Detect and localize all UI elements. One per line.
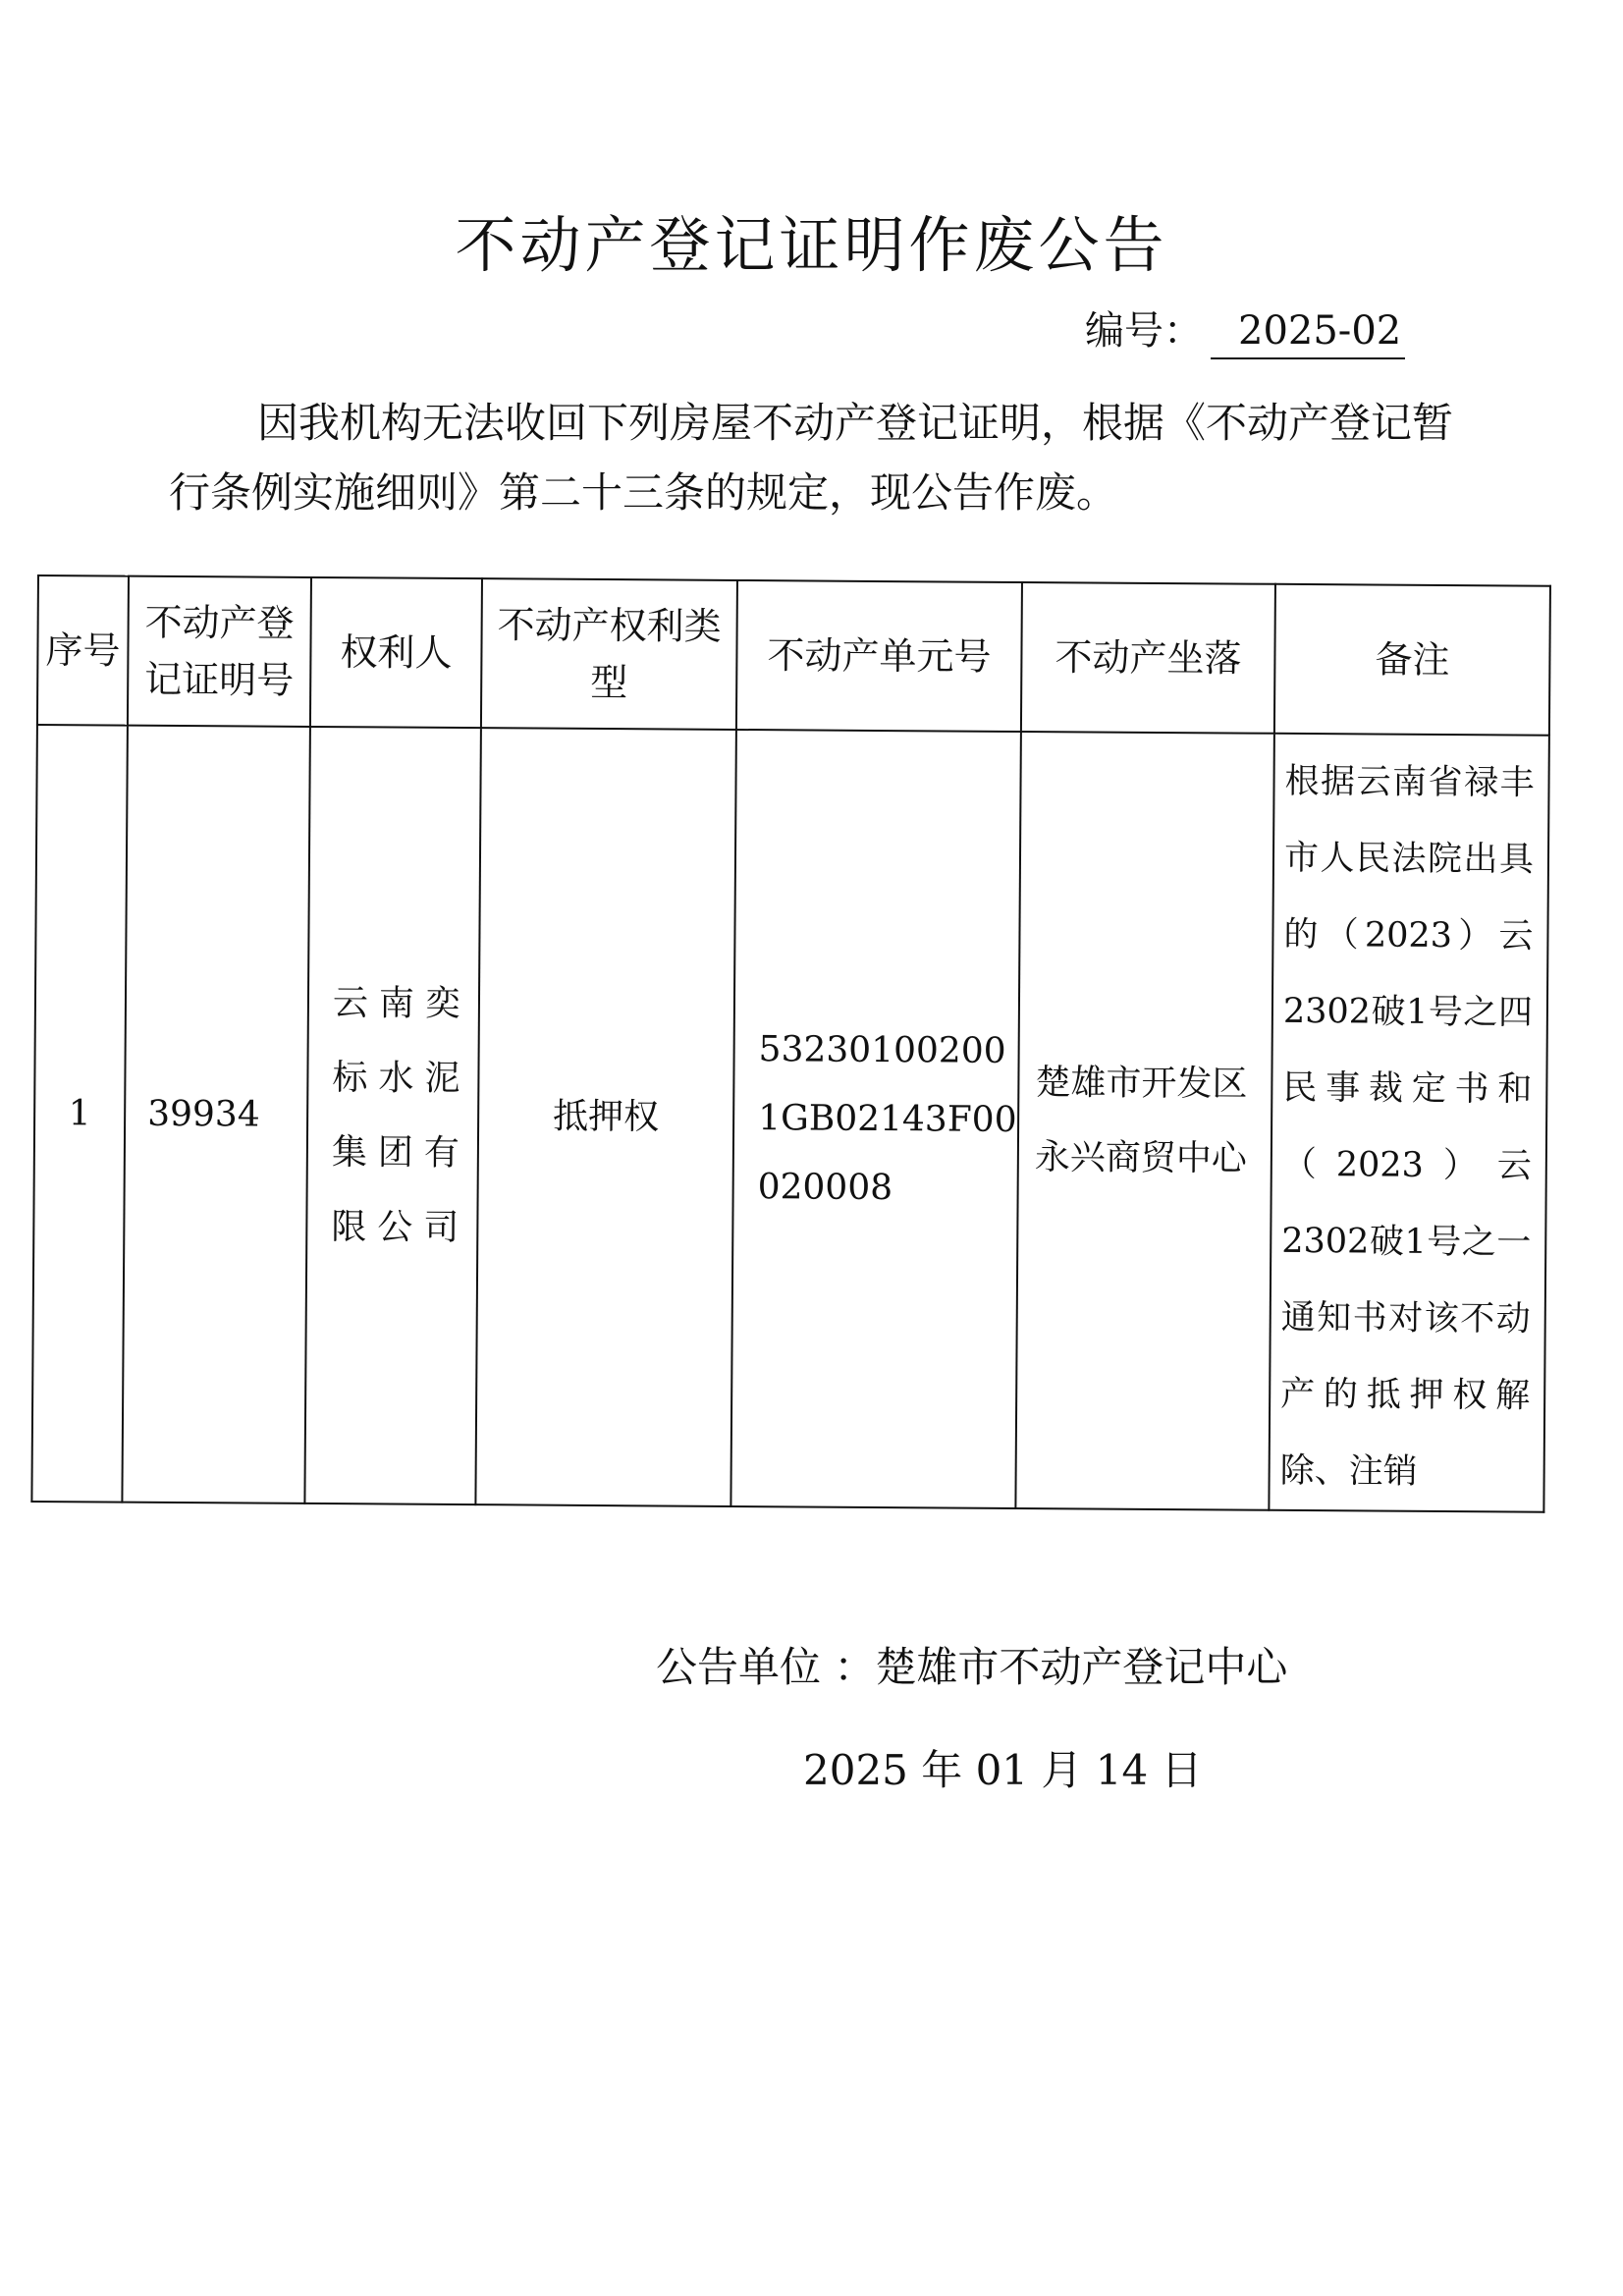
cell-location: 楚雄市开发区永兴商贸中心 [1015, 732, 1274, 1510]
announcement-table [30, 574, 1551, 1513]
cell-right-type: 抵押权 [475, 728, 736, 1506]
table-header-row [37, 575, 1550, 736]
table-row [31, 725, 1548, 1512]
cell-holder: 云南奕标水泥集团有限公司 [304, 727, 481, 1504]
cell-note: 根据云南省禄丰市人民法院出具的（2023）云2302破1号之四民事裁定书和（2023）云2302破1号之一通知书对该不动产的抵押权解除、注销 [1269, 734, 1549, 1512]
intro-paragraph: 因我机构无法收回下列房屋不动产登记证明，根据《不动产登记暂行条例实施细则》第二十三条的规定，现公告作废。 [169, 399, 1454, 517]
issue-date: 2025 年 01 月 14 日 [803, 1746, 1203, 1794]
header-unit-no: 不动产单元号 [736, 580, 1022, 732]
issuer: 公告单位 ：楚雄市不动产登记中心 [656, 1643, 1288, 1691]
header-holder: 权利人 [310, 577, 482, 728]
header-location: 不动产坐落 [1021, 582, 1275, 734]
document-number-value: 2025-02 [1211, 308, 1405, 359]
cell-unit-no: 532301002001GB02143F00020008 [730, 730, 1021, 1508]
page-title: 不动产登记证明作废公告 [455, 209, 1168, 281]
header-note: 备注 [1274, 584, 1550, 736]
header-seq: 序号 [37, 575, 129, 726]
header-cert-no: 不动产登记证明号 [128, 576, 311, 727]
document-number-label: 编号： [1085, 308, 1203, 354]
header-right-type: 不动产权利类型 [481, 578, 737, 730]
document-number [1085, 300, 1405, 359]
cell-seq: 1 [31, 725, 128, 1503]
cell-cert-no: 39934 [122, 726, 310, 1503]
